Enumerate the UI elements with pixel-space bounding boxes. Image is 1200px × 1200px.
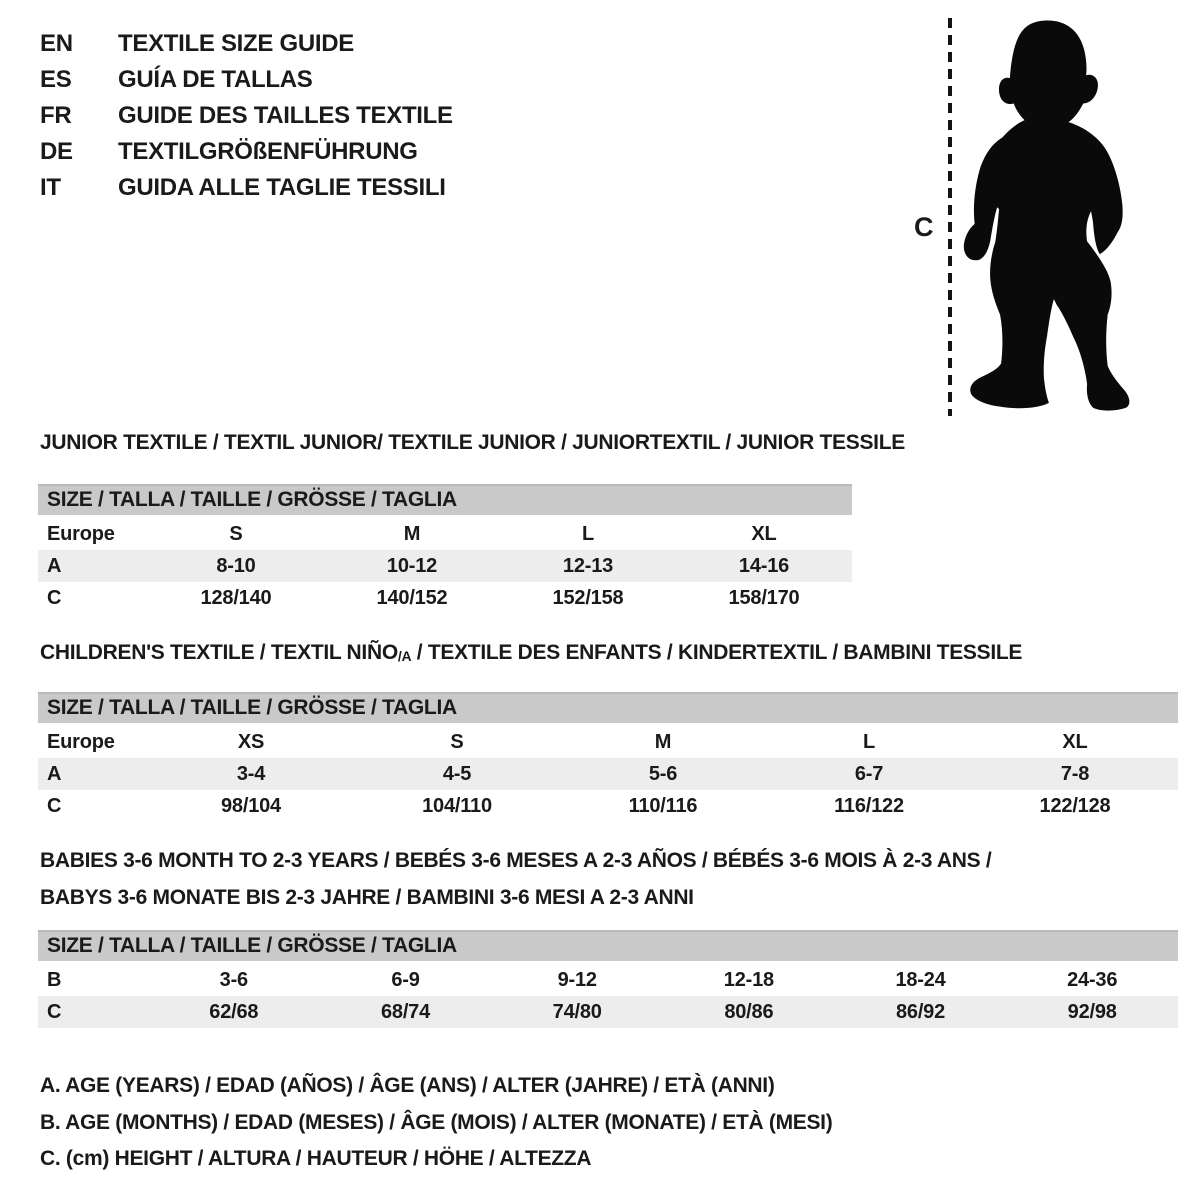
row-cell: S <box>450 730 464 753</box>
size-table-header: SIZE / TALLA / TAILLE / GRÖSSE / TAGLIA <box>38 484 852 515</box>
row-cell: 62/68 <box>209 1000 259 1023</box>
lang-code: DE <box>40 138 73 165</box>
row-cell: 158/170 <box>728 586 800 609</box>
row-cell: 116/122 <box>834 794 904 817</box>
babies-rows <box>38 964 1178 1028</box>
children-size-table <box>38 692 1178 822</box>
babies-title-line2: BABYS 3-6 MONATE BIS 2-3 JAHRE / BAMBINI 3-6 MESI A 2-3 ANNI <box>40 886 694 909</box>
lang-label: GUIDA ALLE TAGLIE TESSILI <box>118 174 446 201</box>
size-table-header: SIZE / TALLA / TAILLE / GRÖSSE / TAGLIA <box>38 930 1178 961</box>
row-cell: 104/110 <box>422 794 492 817</box>
row-cell: XS <box>237 730 265 753</box>
row-cell: 110/116 <box>628 794 698 817</box>
row-cell: 8-10 <box>216 554 256 577</box>
row-cell: 128/140 <box>200 586 272 609</box>
children-rows <box>38 726 1178 822</box>
lang-row-fr <box>40 98 453 134</box>
row-cell: L <box>581 522 595 545</box>
row-cell: 80/86 <box>724 1000 774 1023</box>
row-cell: XL <box>751 522 777 545</box>
row-label: C <box>47 794 62 817</box>
footnotes <box>40 1068 832 1178</box>
row-cell: 140/152 <box>376 586 448 609</box>
lang-row-it <box>40 170 453 206</box>
height-dashed-line <box>948 18 952 416</box>
row-cell: 5-6 <box>648 762 678 785</box>
height-figure <box>900 0 1200 430</box>
row-label: C <box>47 1000 62 1023</box>
table-row <box>38 726 1178 758</box>
row-cell: 74/80 <box>552 1000 602 1023</box>
lang-code: FR <box>40 102 72 129</box>
children-title-main: CHILDREN'S TEXTILE / TEXTIL NIÑO <box>40 641 398 664</box>
table-row <box>38 790 1178 822</box>
row-cell: 86/92 <box>895 1000 946 1023</box>
table-row <box>38 550 852 582</box>
lang-code: ES <box>40 66 72 93</box>
lang-code: EN <box>40 30 73 57</box>
row-cell: 9-12 <box>557 968 597 991</box>
row-cell: 12-18 <box>723 968 774 991</box>
lang-label: TEXTILGRÖßENFÜHRUNG <box>118 138 418 165</box>
row-cell: M <box>654 730 672 753</box>
junior-size-table <box>38 484 852 614</box>
junior-rows <box>38 518 852 614</box>
table-row <box>38 758 1178 790</box>
children-title-rest: / TEXTILE DES ENFANTS / KINDERTEXTIL / BAMBINI TESSILE <box>411 641 1023 664</box>
row-cell: 24-36 <box>1067 968 1118 991</box>
row-cell: L <box>862 730 876 753</box>
row-label: C <box>47 586 62 609</box>
babies-section-title <box>40 842 991 916</box>
lang-row-es <box>40 62 453 98</box>
row-cell: 7-8 <box>1060 762 1090 785</box>
row-cell: 92/98 <box>1067 1000 1117 1023</box>
lang-row-en <box>40 26 453 62</box>
row-cell: 4-5 <box>442 762 472 785</box>
row-cell: 14-16 <box>738 554 790 577</box>
junior-section-title: JUNIOR TEXTILE / TEXTIL JUNIOR/ TEXTILE JUNIOR / JUNIORTEXTIL / JUNIOR TESSILE <box>40 431 905 454</box>
child-silhouette <box>964 20 1130 410</box>
row-cell: 6-7 <box>854 762 884 785</box>
row-label: Europe <box>47 730 115 753</box>
row-cell: 12-13 <box>562 554 614 577</box>
lang-label: GUIDE DES TAILLES TEXTILE <box>118 102 453 129</box>
row-label: B <box>47 968 62 991</box>
children-title-sub: /A <box>397 648 412 664</box>
row-cell: 3-6 <box>219 968 248 991</box>
table-row <box>38 964 1178 996</box>
lang-code: IT <box>40 174 61 201</box>
height-measure-label: C <box>914 212 934 242</box>
row-cell: 10-12 <box>386 554 438 577</box>
toddler-silhouette-icon <box>960 16 1136 416</box>
lang-label: TEXTILE SIZE GUIDE <box>118 30 354 57</box>
row-label: Europe <box>47 522 115 545</box>
row-cell: S <box>229 522 243 545</box>
row-label: A <box>47 762 62 785</box>
row-cell: 68/74 <box>380 1000 431 1023</box>
size-table-header: SIZE / TALLA / TAILLE / GRÖSSE / TAGLIA <box>38 692 1178 723</box>
row-cell: 18-24 <box>895 968 946 991</box>
children-section-title <box>40 641 1022 665</box>
babies-size-table <box>38 930 1178 1028</box>
row-cell: 122/128 <box>1039 794 1111 817</box>
row-cell: 152/158 <box>552 586 624 609</box>
table-row <box>38 582 852 614</box>
footnote-b: B. AGE (MONTHS) / EDAD (MESES) / ÂGE (MOIS) / ALTER (MONATE) / ETÀ (MESI) <box>40 1110 833 1134</box>
row-cell: M <box>403 522 421 545</box>
row-cell: 3-4 <box>236 762 266 785</box>
row-label: A <box>47 554 62 577</box>
table-row <box>38 518 852 550</box>
row-cell: 6-9 <box>391 968 420 991</box>
row-cell: 98/104 <box>221 794 281 817</box>
row-cell: XL <box>1062 730 1088 753</box>
lang-row-de <box>40 134 453 170</box>
lang-label: GUÍA DE TALLAS <box>118 66 313 93</box>
footnote-c: C. (cm) HEIGHT / ALTURA / HAUTEUR / HÖHE / ALTEZZA <box>40 1147 592 1170</box>
footnote-a: A. AGE (YEARS) / EDAD (AÑOS) / ÂGE (ANS) / ALTER (JAHRE) / ETÀ (ANNI) <box>40 1074 775 1097</box>
babies-title-line1: BABIES 3-6 MONTH TO 2-3 YEARS / BEBÉS 3-6 MESES A 2-3 AÑOS / BÉBÉS 3-6 MOIS À 2-3 ANS / <box>40 849 992 872</box>
language-header <box>40 26 453 206</box>
table-row <box>38 996 1178 1028</box>
